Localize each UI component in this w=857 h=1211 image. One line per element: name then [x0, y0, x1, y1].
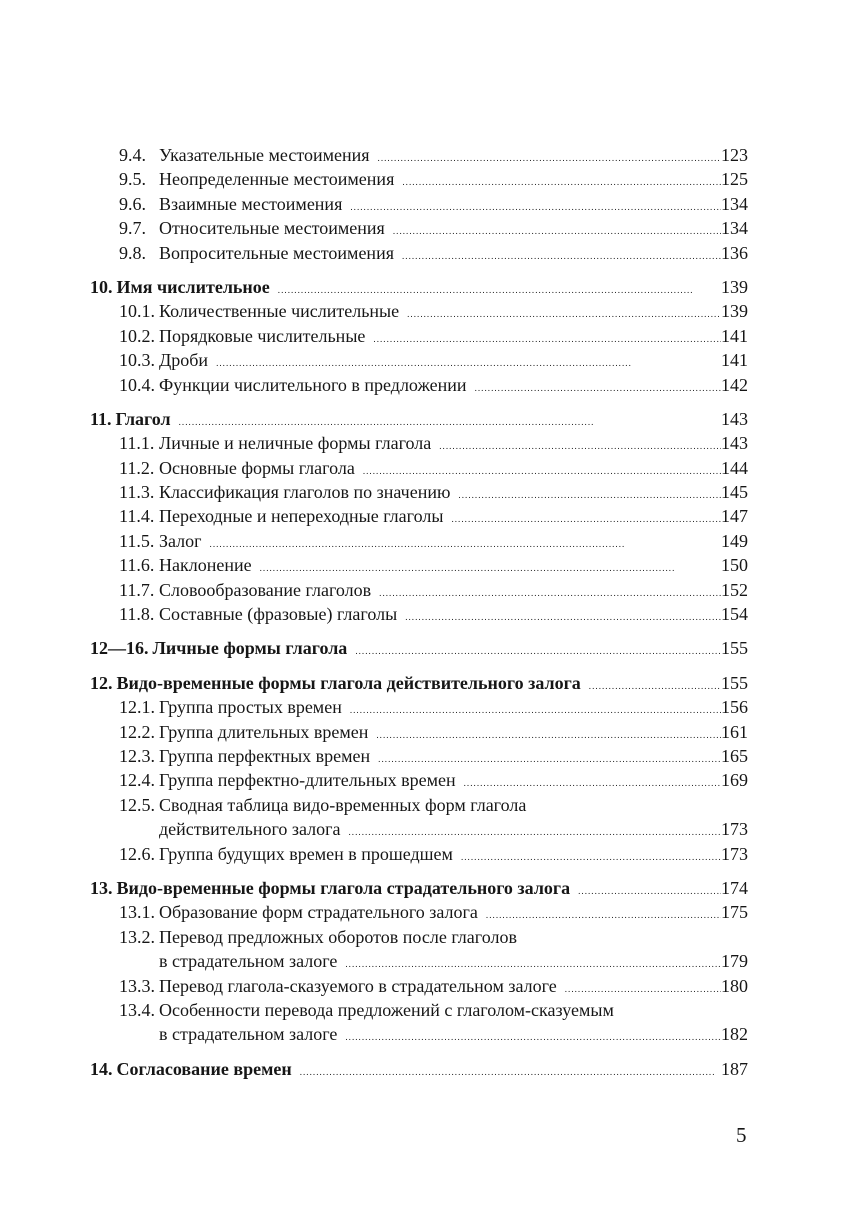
- entry-number: 9.5.: [119, 169, 146, 190]
- dot-leader: [347, 636, 721, 663]
- dot-leader: [394, 241, 721, 268]
- entry-number: 13.1.: [119, 902, 155, 923]
- entry-number: 12.2.: [119, 721, 155, 742]
- entry-number: 13.3.: [119, 975, 155, 996]
- dot-leader: [337, 1022, 721, 1049]
- entry-page: 156: [721, 697, 748, 718]
- toc-entry[interactable]: [90, 720, 748, 744]
- toc-group: [90, 275, 748, 397]
- entry-page: 165: [721, 745, 748, 766]
- toc-entry[interactable]: [90, 974, 748, 998]
- toc-group: [90, 143, 748, 265]
- dot-leader: [385, 216, 721, 243]
- dot-leader: [342, 695, 721, 722]
- entry-number: 10.1.: [119, 301, 155, 322]
- toc-entry[interactable]: [90, 143, 748, 167]
- entry-number: 11.3.: [119, 482, 155, 503]
- dot-leader: [341, 817, 722, 844]
- entry-page: 141: [721, 325, 748, 346]
- toc-chapter[interactable]: [90, 1057, 748, 1081]
- toc-entry[interactable]: [90, 299, 748, 323]
- toc-entry[interactable]: [90, 744, 748, 768]
- toc-group: [90, 407, 748, 627]
- dot-leader: [365, 324, 721, 351]
- entry-number: 9.8.: [119, 242, 146, 263]
- entry-page: 149: [721, 530, 748, 551]
- dot-leader: [371, 578, 721, 605]
- dot-leader: [397, 602, 721, 629]
- dot-leader: [342, 192, 721, 219]
- toc-entry[interactable]: [90, 695, 748, 719]
- entry-page: 125: [721, 169, 748, 190]
- entry-title-line1: Особенности перевода предложений с глаголом-сказуемым: [159, 999, 614, 1020]
- toc-entry[interactable]: [90, 768, 748, 792]
- chapter-title: Видо-временные формы глагола страдательного залога: [116, 877, 571, 898]
- entry-title-line1: Сводная таблица видо-временных форм глагола: [159, 794, 527, 815]
- toc-entry-line2[interactable]: [90, 1022, 748, 1046]
- chapter-number: 12—16.: [90, 638, 149, 659]
- entry-title: действительного залога: [159, 819, 341, 840]
- entry-page: 145: [721, 482, 748, 503]
- dot-leader: [570, 876, 721, 903]
- entry-title: Относительные местоимения: [159, 218, 385, 239]
- entry-number: 12.3.: [119, 745, 155, 766]
- entry-page: 154: [721, 604, 748, 625]
- toc-entry-line2[interactable]: [90, 949, 748, 973]
- dot-leader: [450, 480, 721, 507]
- toc-chapter[interactable]: [90, 876, 748, 900]
- entry-number: 9.7.: [119, 218, 146, 239]
- entry-number: 10.2.: [119, 325, 155, 346]
- dot-leader: [370, 744, 721, 771]
- toc-entry[interactable]: [90, 553, 748, 577]
- entry-page: 161: [721, 721, 748, 742]
- entry-page: 143: [721, 433, 748, 454]
- toc-entry[interactable]: [90, 842, 748, 866]
- toc-entry[interactable]: [90, 431, 748, 455]
- toc-entry[interactable]: [90, 578, 748, 602]
- entry-title: Группа простых времен: [159, 697, 342, 718]
- entry-title: Перевод глагола-сказуемого в страдательном залоге: [159, 975, 557, 996]
- toc-entry[interactable]: [90, 529, 748, 553]
- dot-leader: [431, 431, 721, 458]
- chapter-page: 187: [721, 1058, 748, 1079]
- entry-page: 180: [721, 975, 748, 996]
- toc-entry-line1[interactable]: [90, 793, 748, 817]
- entry-page: 150: [721, 555, 748, 576]
- chapter-page: 174: [721, 877, 748, 898]
- entry-page: 175: [721, 902, 748, 923]
- entry-page: 173: [721, 819, 748, 840]
- entry-title: Неопределенные местоимения: [159, 169, 395, 190]
- entry-title: Залог: [159, 530, 202, 551]
- dot-leader: [394, 167, 721, 194]
- entry-title: Порядковые числительные: [159, 325, 366, 346]
- entry-number: 11.7.: [119, 579, 155, 600]
- chapter-number: 11.: [90, 408, 112, 429]
- toc-group: [90, 636, 748, 660]
- entry-page: 123: [721, 145, 748, 165]
- entry-title: Группа перфектно-длительных времен: [159, 770, 456, 791]
- entry-page: 139: [721, 301, 748, 322]
- chapter-title: Глагол: [115, 408, 171, 429]
- dot-leader: [443, 504, 721, 531]
- entry-number: 11.1.: [119, 433, 155, 454]
- chapter-number: 14.: [90, 1058, 113, 1079]
- chapter-number: 10.: [90, 276, 113, 297]
- entry-title: Группа перфектных времен: [159, 745, 371, 766]
- chapter-title: Личные формы глагола: [152, 638, 348, 659]
- chapter-number: 12.: [90, 672, 113, 693]
- entry-number: 11.2.: [119, 457, 155, 478]
- entry-number: 9.4.: [119, 145, 146, 165]
- toc-entry[interactable]: [90, 504, 748, 528]
- entry-title: в страдательном залоге: [159, 951, 338, 972]
- entry-page: 152: [721, 579, 748, 600]
- entry-title: Образование форм страдательного залога: [159, 902, 478, 923]
- dot-leader: [252, 553, 721, 580]
- entry-number: 10.4.: [119, 374, 155, 395]
- toc-group: [90, 671, 748, 866]
- entry-page: 136: [721, 242, 748, 263]
- dot-leader: [368, 720, 721, 747]
- entry-number: 12.5.: [119, 794, 155, 815]
- entry-title: Функции числительного в предложении: [159, 374, 467, 395]
- chapter-title: Согласование времен: [116, 1058, 292, 1079]
- entry-title: Переходные и непереходные глаголы: [159, 506, 444, 527]
- entry-title: Дроби: [159, 350, 209, 371]
- dot-leader: [337, 949, 721, 976]
- dot-leader: [453, 842, 721, 869]
- entry-title: в страдательном залоге: [159, 1024, 338, 1045]
- entry-title-line1: Перевод предложных оборотов после глаголов: [159, 926, 517, 947]
- dot-leader: [581, 671, 721, 698]
- entry-title: Вопросительные местоимения: [159, 242, 394, 263]
- dot-leader: [399, 299, 721, 326]
- entry-page: 147: [721, 506, 748, 527]
- dot-leader: [208, 348, 721, 375]
- toc-chapter[interactable]: [90, 636, 748, 660]
- toc-chapter[interactable]: [90, 407, 748, 431]
- entry-title: Наклонение: [159, 555, 252, 576]
- entry-title: Составные (фразовые) глаголы: [159, 604, 398, 625]
- toc-entry[interactable]: [90, 324, 748, 348]
- toc-entry[interactable]: [90, 900, 748, 924]
- entry-page: 179: [721, 951, 748, 972]
- toc-entry-line1[interactable]: [90, 925, 748, 949]
- entry-number: 10.3.: [119, 350, 155, 371]
- entry-number: 12.6.: [119, 843, 155, 864]
- entry-page: 141: [721, 350, 748, 371]
- entry-title: Указательные местоимения: [159, 145, 370, 165]
- entry-number: 11.8.: [119, 604, 155, 625]
- dot-leader: [456, 768, 721, 795]
- chapter-page: 155: [721, 672, 748, 693]
- chapter-title: Имя числительное: [116, 276, 270, 297]
- dot-leader: [202, 529, 721, 556]
- entry-title: Группа будущих времен в прошедшем: [159, 843, 453, 864]
- entry-number: 13.4.: [119, 999, 155, 1020]
- chapter-title: Видо-временные формы глагола действительного залога: [116, 672, 581, 693]
- toc-entry-line2[interactable]: [90, 817, 748, 841]
- entry-page: 134: [721, 218, 748, 239]
- toc-entry[interactable]: [90, 192, 748, 216]
- toc-entry[interactable]: [90, 480, 748, 504]
- entry-number: 13.2.: [119, 926, 155, 947]
- toc-entry[interactable]: [90, 456, 748, 480]
- dot-leader: [370, 143, 721, 170]
- entry-page: 144: [721, 457, 748, 478]
- entry-number: 12.1.: [119, 697, 155, 718]
- entry-title: Количественные числительные: [159, 301, 400, 322]
- entry-page: 173: [721, 843, 748, 864]
- toc-entry[interactable]: [90, 373, 748, 397]
- toc-chapter[interactable]: [90, 671, 748, 695]
- entry-number: 11.4.: [119, 506, 155, 527]
- entry-number: 12.4.: [119, 770, 155, 791]
- toc-entry[interactable]: [90, 216, 748, 240]
- toc-entry[interactable]: [90, 167, 748, 191]
- entry-title: Группа длительных времен: [159, 721, 369, 742]
- entry-title: Взаимные местоимения: [159, 193, 343, 214]
- table-of-contents: [90, 143, 748, 1091]
- chapter-page: 139: [721, 276, 748, 297]
- dot-leader: [467, 373, 721, 400]
- entry-title: Личные и неличные формы глагола: [159, 433, 432, 454]
- chapter-page: 143: [721, 408, 748, 429]
- entry-page: 134: [721, 193, 748, 214]
- toc-group: [90, 1057, 748, 1081]
- toc-chapter[interactable]: [90, 275, 748, 299]
- toc-entry[interactable]: [90, 348, 748, 372]
- dot-leader: [478, 900, 721, 927]
- toc-entry-line1[interactable]: [90, 998, 748, 1022]
- entry-page: 142: [721, 374, 748, 395]
- chapter-number: 13.: [90, 877, 113, 898]
- page-number: 5: [736, 1123, 747, 1147]
- dot-leader: [355, 456, 721, 483]
- dot-leader: [292, 1057, 721, 1084]
- entry-title: Словообразование глаголов: [159, 579, 372, 600]
- dot-leader: [171, 407, 721, 434]
- entry-number: 11.5.: [119, 530, 155, 551]
- toc-entry[interactable]: [90, 241, 748, 265]
- dot-leader: [270, 275, 721, 302]
- entry-title: Основные формы глагола: [159, 457, 355, 478]
- entry-page: 169: [721, 770, 748, 791]
- chapter-page: 155: [721, 638, 748, 659]
- entry-page: 182: [721, 1024, 748, 1045]
- entry-number: 9.6.: [119, 193, 146, 214]
- dot-leader: [557, 974, 721, 1001]
- toc-entry[interactable]: [90, 602, 748, 626]
- entry-title: Классификация глаголов по значению: [159, 482, 451, 503]
- toc-group: [90, 876, 748, 1047]
- entry-number: 11.6.: [119, 555, 155, 576]
